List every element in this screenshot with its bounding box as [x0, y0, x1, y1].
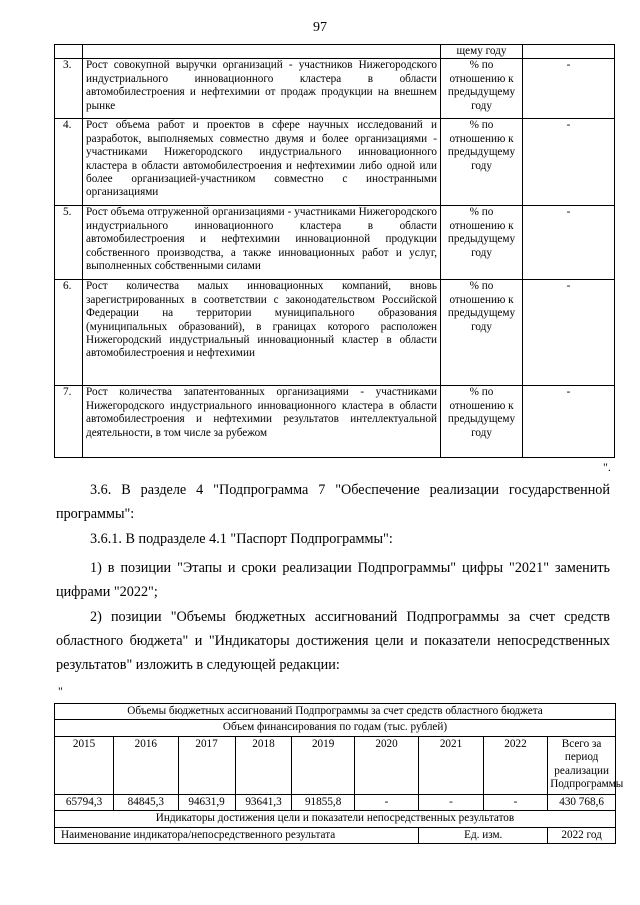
value-cell: -	[523, 280, 615, 386]
indicator-text: Рост количества малых инновационных компаний, вновь зарегистрированных в соответствии с законодательством Российской Федерации на территории муниципального образования (муниципальных образований), в границах которого расположен Нижегородский индустриальный инновационный кластер в области автомобилестроения и нефтехимии	[83, 280, 441, 386]
year-header: 2021	[419, 736, 483, 794]
table-row	[55, 704, 616, 720]
paragraph-item-1: 1) в позиции "Этапы и сроки реализации Подпрограммы" цифры "2021" заменить цифрами "2022";	[56, 560, 610, 600]
value-cell: -	[354, 794, 418, 810]
paragraph-section-3-6-1: 3.6.1. В подразделе 4.1 "Паспорт Подпрограммы":	[90, 531, 393, 547]
value-cell: -	[419, 794, 483, 810]
table-row	[55, 811, 616, 827]
page-number: 97	[313, 20, 327, 35]
table-row	[55, 206, 615, 280]
indicator-text: Рост объема отгруженной организациями - участниками Нижегородского индустриального инновационного кластера в области автомобилестроения и нефтехимии инновационной продукции собственного производства, а также инновационных работ и услуг, выполненных собственными силами	[83, 206, 441, 280]
unit-cell: % по отношению к предыдущему году	[441, 386, 523, 458]
value-cell: -	[523, 386, 615, 458]
value-cell: 65794,3	[55, 794, 114, 810]
table-cell	[55, 45, 83, 59]
unit-cell: щему году	[441, 45, 523, 59]
indicators-table	[54, 44, 615, 458]
table-row	[55, 827, 616, 843]
row-number: 6.	[55, 280, 83, 386]
year-header: 2020	[354, 736, 418, 794]
paragraph-section-3-6: 3.6. В разделе 4 "Подпрограмма 7 "Обеспечение реализации государственной программы":	[56, 482, 610, 522]
year-header: 2015	[55, 736, 114, 794]
value-cell: -	[523, 59, 615, 119]
value-cell: 84845,3	[114, 794, 178, 810]
budget-title: Объемы бюджетных ассигнований Подпрограммы за счет средств областного бюджета	[55, 704, 616, 720]
table-end-mark: ".	[603, 460, 611, 474]
year-header: 2016	[114, 736, 178, 794]
table-row	[55, 280, 615, 386]
table-row	[55, 119, 615, 206]
table-row	[55, 736, 616, 794]
budget-table	[54, 703, 624, 844]
value-cell: 93641,3	[235, 794, 292, 810]
quote-open-mark: "	[58, 684, 63, 698]
table-row	[55, 794, 616, 810]
table-row	[55, 720, 616, 736]
indicators-title: Индикаторы достижения цели и показатели непосредственных результатов	[55, 811, 616, 827]
paragraph-item-2: 2) позиции "Объемы бюджетных ассигнований Подпрограммы за счет средств областного бюджета" и "Индикаторы достижения цели и показатели непосредственных результатов" изложить в следующей редакции:	[56, 609, 610, 673]
value-cell: -	[523, 119, 615, 206]
unit-header: Ед. изм.	[419, 827, 548, 843]
year-header: 2022	[483, 736, 547, 794]
total-header: Всего за период реализации Подпрограммы	[548, 736, 616, 794]
year-header: 2017	[178, 736, 235, 794]
value-cell: 91855,8	[292, 794, 354, 810]
total-value: 430 768,6	[548, 794, 616, 810]
row-number: 4.	[55, 119, 83, 206]
value-cell: -	[523, 206, 615, 280]
year-header: 2018	[235, 736, 292, 794]
row-number: 7.	[55, 386, 83, 458]
table-row	[55, 386, 615, 458]
table-row	[55, 45, 615, 59]
table-cell	[523, 45, 615, 59]
indicator-text: Рост объема работ и проектов в сфере научных исследований и разработок, выполняемых совместно двумя и более организациями - участниками Нижегородского индустриального инновационного кластера в области автомобилестроения и нефтехимии либо одной или более организацией-участником совместно с иностранными организациями	[83, 119, 441, 206]
row-number: 3.	[55, 59, 83, 119]
table-row	[55, 59, 615, 119]
value-cell: 94631,9	[178, 794, 235, 810]
indicator-text: Рост совокупной выручки организаций - участников Нижегородского индустриального инновационного кластера в области автомобилестроения и нефтехимии от продаж продукции на внешнем рынке	[83, 59, 441, 119]
year-2022-header: 2022 год	[548, 827, 616, 843]
row-number: 5.	[55, 206, 83, 280]
unit-cell: % по отношению к предыдущему году	[441, 59, 523, 119]
table-cell	[83, 45, 441, 59]
unit-cell: % по отношению к предыдущему году	[441, 280, 523, 386]
unit-cell: % по отношению к предыдущему году	[441, 119, 523, 206]
indicator-text: Рост количества запатентованных организациями - участниками Нижегородского индустриального инновационного кластера в области автомобилестроения и нефтехимии результатов интеллектуальной деятельности, в том числе за рубежом	[83, 386, 441, 458]
indicator-name-header: Наименование индикатора/непосредственного результата	[55, 827, 419, 843]
year-header: 2019	[292, 736, 354, 794]
unit-cell: % по отношению к предыдущему году	[441, 206, 523, 280]
budget-subtitle: Объем финансирования по годам (тыс. рублей)	[55, 720, 616, 736]
value-cell: -	[483, 794, 547, 810]
